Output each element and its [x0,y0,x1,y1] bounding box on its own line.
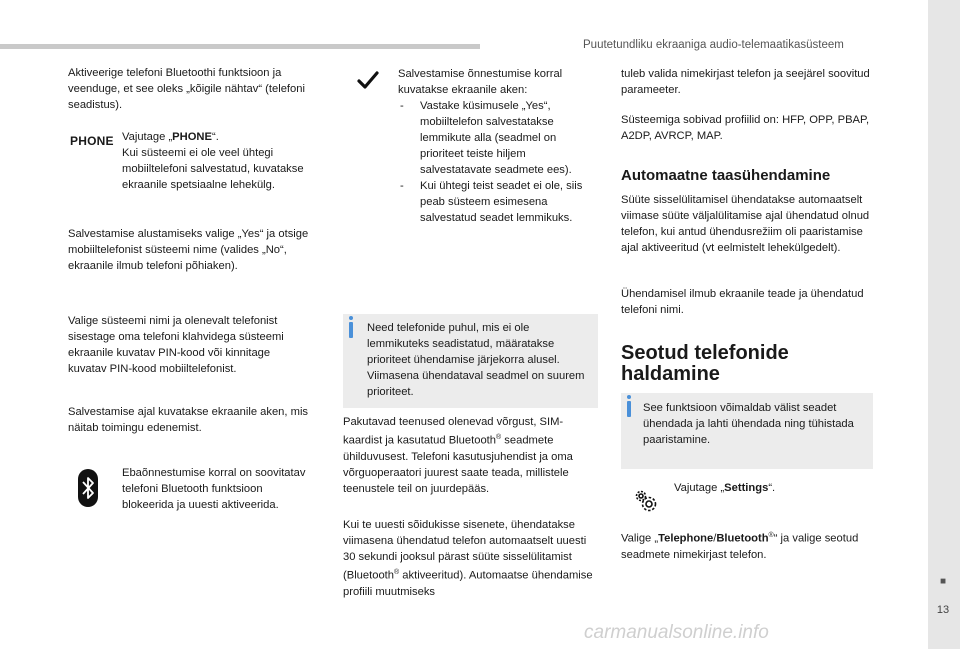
list-item: - Kui ühtegi teist seadet ei ole, siis peab süsteem esimesena salvestatud seadet lemmikuks. [398,178,598,226]
info-icon [627,401,631,417]
header-rule [0,44,480,49]
heading-manage-phones: Seotud telefonide haldamine [621,342,789,385]
success-intro: Salvestamise õnnestumise korral kuvatakse ekraanile aken: [398,68,563,96]
phone-instruction: Vajutage „PHONE“. Kui süsteemi ei ole veel ühtegi mobiiltelefoni salvestatud, kuvatakse ekraanile spetsiaalne lehekülg. [122,131,304,191]
bluetooth-icon [77,468,99,508]
heading-auto-reconnect: Automaatne taasühendamine [621,167,831,184]
col1-intro: Aktiveerige telefoni Bluetoothi funktsioon ja veenduge, et see oleks „kõigile nähtav“ (telefoni seadistus). [68,67,305,111]
col1-select-system: Valige süsteemi nimi ja olenevalt telefonist sisestage oma telefoni klahvidega süsteemi ekraanile kuvatav PIN-kood või kinnitage kuvatav PIN-kood mobiiltelefonist. [68,315,284,375]
reconnect-note: Kui te uuesti sõidukisse sisenete, ühendatakse viimasena ühendatud telefon automaatselt uuesti 30 sekundi jooksul pärast süüte sisselülitamist (Bluetooth® aktiveeritud). Automaatse ühendamise profiili muutmiseks [343,519,593,598]
phone-button-icon: PHONE [70,134,114,148]
col1-progress: Salvestamise ajal kuvatakse ekraanile aken, mis näitab toimingu edenemist. [68,406,309,434]
col3-cont: tuleb valida nimekirjast telefon ja seejärel soovitud parameeter. [621,68,870,96]
watermark: carmanualsonline.info [584,622,769,643]
bluetooth-note: Ebaõnnestumise korral on soovitatav telefoni Bluetooth funktsioon blokeerida ja uuesti aktiveerida. [122,467,306,511]
settings-instruction: Vajutage „Settings“. [674,482,776,494]
settings-gear-icon [630,485,660,515]
list-item: - Vastake küsimusele „Yes“, mobiiltelefon salvestatakse lemmikute alla (seadmel on prioriteet teiste hiljem salvestatavate seadmete ees). [398,98,598,178]
auto-reconnect-text: Süüte sisselülitamisel ühendatakse automaatselt viimase süüte väljalülitamise ajal ühendatud olnud telefon, kui antud ühendusrežiim oli paaristamise ajal aktiveeritud (vt eelmistelt lehekülgedelt). [621,194,870,254]
manage-info-text: See funktsioon võimaldab välist seadet ühendada ja lahti ühendada ning tühistada paaristamine. [643,402,854,446]
checkmark-icon [357,70,379,90]
priority-info-box [343,314,598,408]
services-note: Pakutavad teenused olenevad võrgust, SIM-kaardist ja kasutatud Bluetooth® seadmete ühilduvusest. Telefoni kasutusjuhendist ja oma võrguoperaatori juurest saate teada, millistele teenustele teil on juurdepääs. [343,416,573,495]
connection-message-text: Ühendamisel ilmub ekraanile teade ja ühendatud telefoni nimi. [621,288,864,316]
info-icon [349,322,353,338]
priority-info-text: Need telefonide puhul, mis ei ole lemmikuteks seadistatud, määratakse prioriteet ühendamise järjekorra alusel. Viimasena ühendataval seadmel on suurem prioriteet. [367,322,585,398]
page-number: 13 [936,604,950,616]
profiles-list: Süsteemiga sobivad profiilid on: HFP, OPP, PBAP, A2DP, AVRCP, MAP. [621,114,870,142]
end-mark: ■ [939,576,947,587]
success-block [398,66,598,226]
select-phone-instruction: Valige „Telephone/Bluetooth®“ ja valige seotud seadmete nimekirjast telefon. [621,532,859,561]
page-header: Puutetundliku ekraaniga audio-telemaatikasüsteem [583,39,844,51]
manage-info-box [621,393,873,469]
col1-start-pairing: Salvestamise alustamiseks valige „Yes“ ja otsige mobiiltelefonist süsteemi nime (valides „No“, ekraanile ilmub telefoni põhiaken). [68,228,309,272]
page-side-tab [928,0,960,649]
